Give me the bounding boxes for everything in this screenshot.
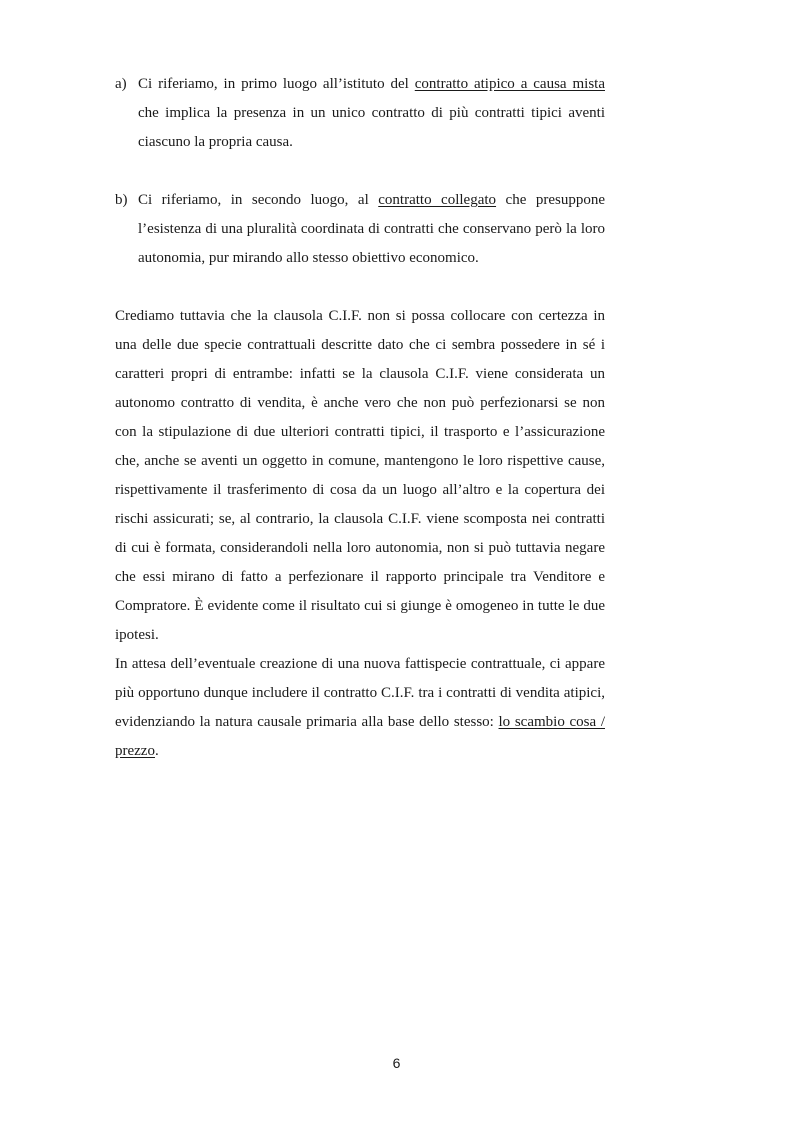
underlined-term: lo scambio cosa / prezzo: [115, 714, 605, 759]
underlined-term: contratto atipico a causa mista: [414, 76, 605, 92]
underlined-term: contratto collegato: [378, 192, 497, 208]
contract-types-list: [115, 70, 605, 273]
body-paragraph: Crediamo tuttavia che la clausola C.I.F. non si possa collocare con certezza in una delle due specie contrattuali descritte dato che ci sembra possedere in sé i caratteri propri di entrambe: infatti se la clausola C.I.F. viene considerata un autonomo contratto di vendita, è anche vero che non può perfezionarsi se non con la stipulazione di due ulteriori contratti tipici, il trasporto e l’assicurazione che, anche se aventi un oggetto in comune, mantengono le loro rispettive cause, rispettivamente il trasferimento di cosa da un luogo all’altro e la copertura dei rischi assicurati; se, al contrario, la clausola C.I.F. viene scomposta nei contratti di cui è formata, considerandoli nella loro autonomia, non si può tuttavia negare che essi mirano di fatto a perfezionare il rapporto principale tra Venditore e Compratore. È evidente come il risultato cui si giunge è omogeneo in tutte le due ipotesi.: [115, 308, 605, 643]
list-marker: b): [115, 192, 128, 208]
page-number: 6: [392, 1055, 401, 1071]
body-paragraph: [115, 650, 605, 766]
list-item: [115, 186, 605, 273]
list-text: Ci riferiamo, in primo luogo all’istituto del: [138, 76, 415, 92]
document-body: [115, 70, 605, 766]
paragraph-text: In attesa dell’eventuale creazione di una nuova fattispecie contrattuale, ci appare più opportuno dunque includere il contratto C.I.F. tra i contratti di vendita atipici, evidenziando la natura causale primaria alla base dello stesso:: [115, 656, 605, 730]
paragraph-text: .: [154, 743, 159, 759]
list-item: [115, 70, 605, 157]
list-text: Ci riferiamo, in secondo luogo, al: [138, 192, 379, 208]
list-text: che presuppone l’esistenza di una pluralità coordinata di contratti che conservano però la loro autonomia, pur mirando allo stesso obiettivo economico.: [138, 192, 605, 266]
list-marker: a): [115, 76, 127, 92]
list-text: che implica la presenza in un unico contratto di più contratti tipici aventi ciascuno la propria causa.: [138, 105, 605, 150]
